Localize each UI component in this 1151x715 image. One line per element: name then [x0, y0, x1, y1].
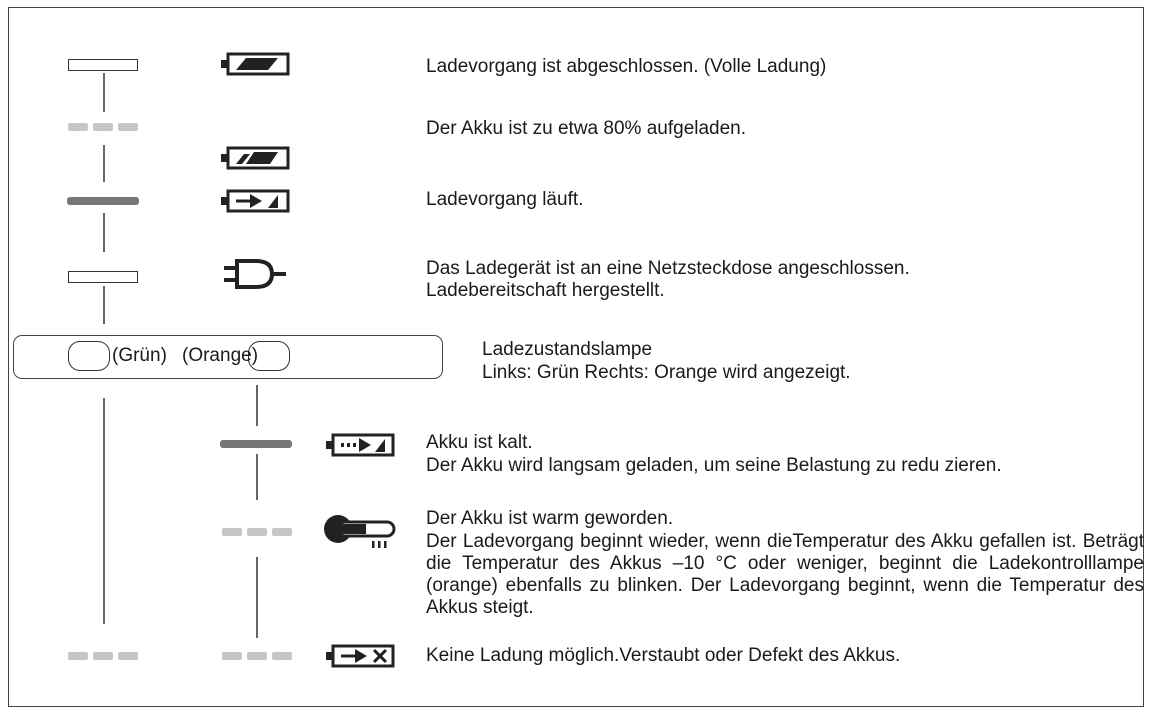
battery-error-icon — [325, 643, 397, 669]
row-cold-line1: Akku ist kalt. — [426, 432, 533, 453]
legend-title: Ladezustandslampe — [482, 339, 653, 360]
legend-detail: Links: Grün Rechts: Orange wird angezeigt. — [482, 362, 851, 383]
green-lamp-blink-80 — [68, 123, 138, 131]
row-standby-line2: Ladebereitschaft hergestellt. — [426, 280, 665, 301]
green-lamp-symbol — [68, 341, 110, 371]
row-full-text: Ladevorgang ist abgeschlossen. (Volle Ladung) — [426, 56, 827, 77]
green-lamp-blink-error — [68, 652, 138, 660]
row-cold-line2: Der Akku wird langsam geladen, um seine Belastung zu redu zieren. — [426, 455, 1002, 476]
battery-slow-charge-icon — [325, 432, 397, 458]
green-lamp-off-standby — [68, 271, 138, 283]
legend-orange-label: (Orange) — [182, 345, 259, 366]
battery-charging-icon — [220, 188, 292, 214]
green-lamp-on-full — [68, 59, 138, 71]
plug-icon — [222, 256, 288, 292]
legend-green-label: (Grün) — [112, 345, 167, 366]
row-warm-body: Der Ladevorgang beginnt wieder, wenn dieTemperatur des Akku gefallen ist. Beträgt die Temperatur des Akkus –10 °C oder weniger, beginnt die Ladekontrolllampe (orange) ebenfalls zu blinken. Der Ladevorgang beginnt, wenn die Temperatur des Akkus steigt. — [426, 531, 1144, 618]
green-lamp-solid-charging — [67, 197, 139, 205]
row-warm-line1: Der Akku ist warm geworden. — [426, 508, 674, 529]
row-80-text: Der Akku ist zu etwa 80% aufgeladen. — [426, 118, 747, 139]
orange-lamp-solid-cold — [220, 440, 292, 448]
orange-lamp-blink-error — [222, 652, 292, 660]
row-charging-text: Ladevorgang läuft. — [426, 189, 584, 210]
battery-full-icon — [220, 51, 292, 77]
row-error-text: Keine Ladung möglich.Verstaubt oder Defekt des Akkus. — [426, 645, 901, 666]
orange-lamp-blink-warm — [222, 528, 292, 536]
battery-80-icon — [220, 145, 292, 171]
row-standby-line1: Das Ladegerät ist an eine Netzsteckdose angeschlossen. — [426, 258, 910, 279]
thermometer-icon — [322, 512, 402, 552]
